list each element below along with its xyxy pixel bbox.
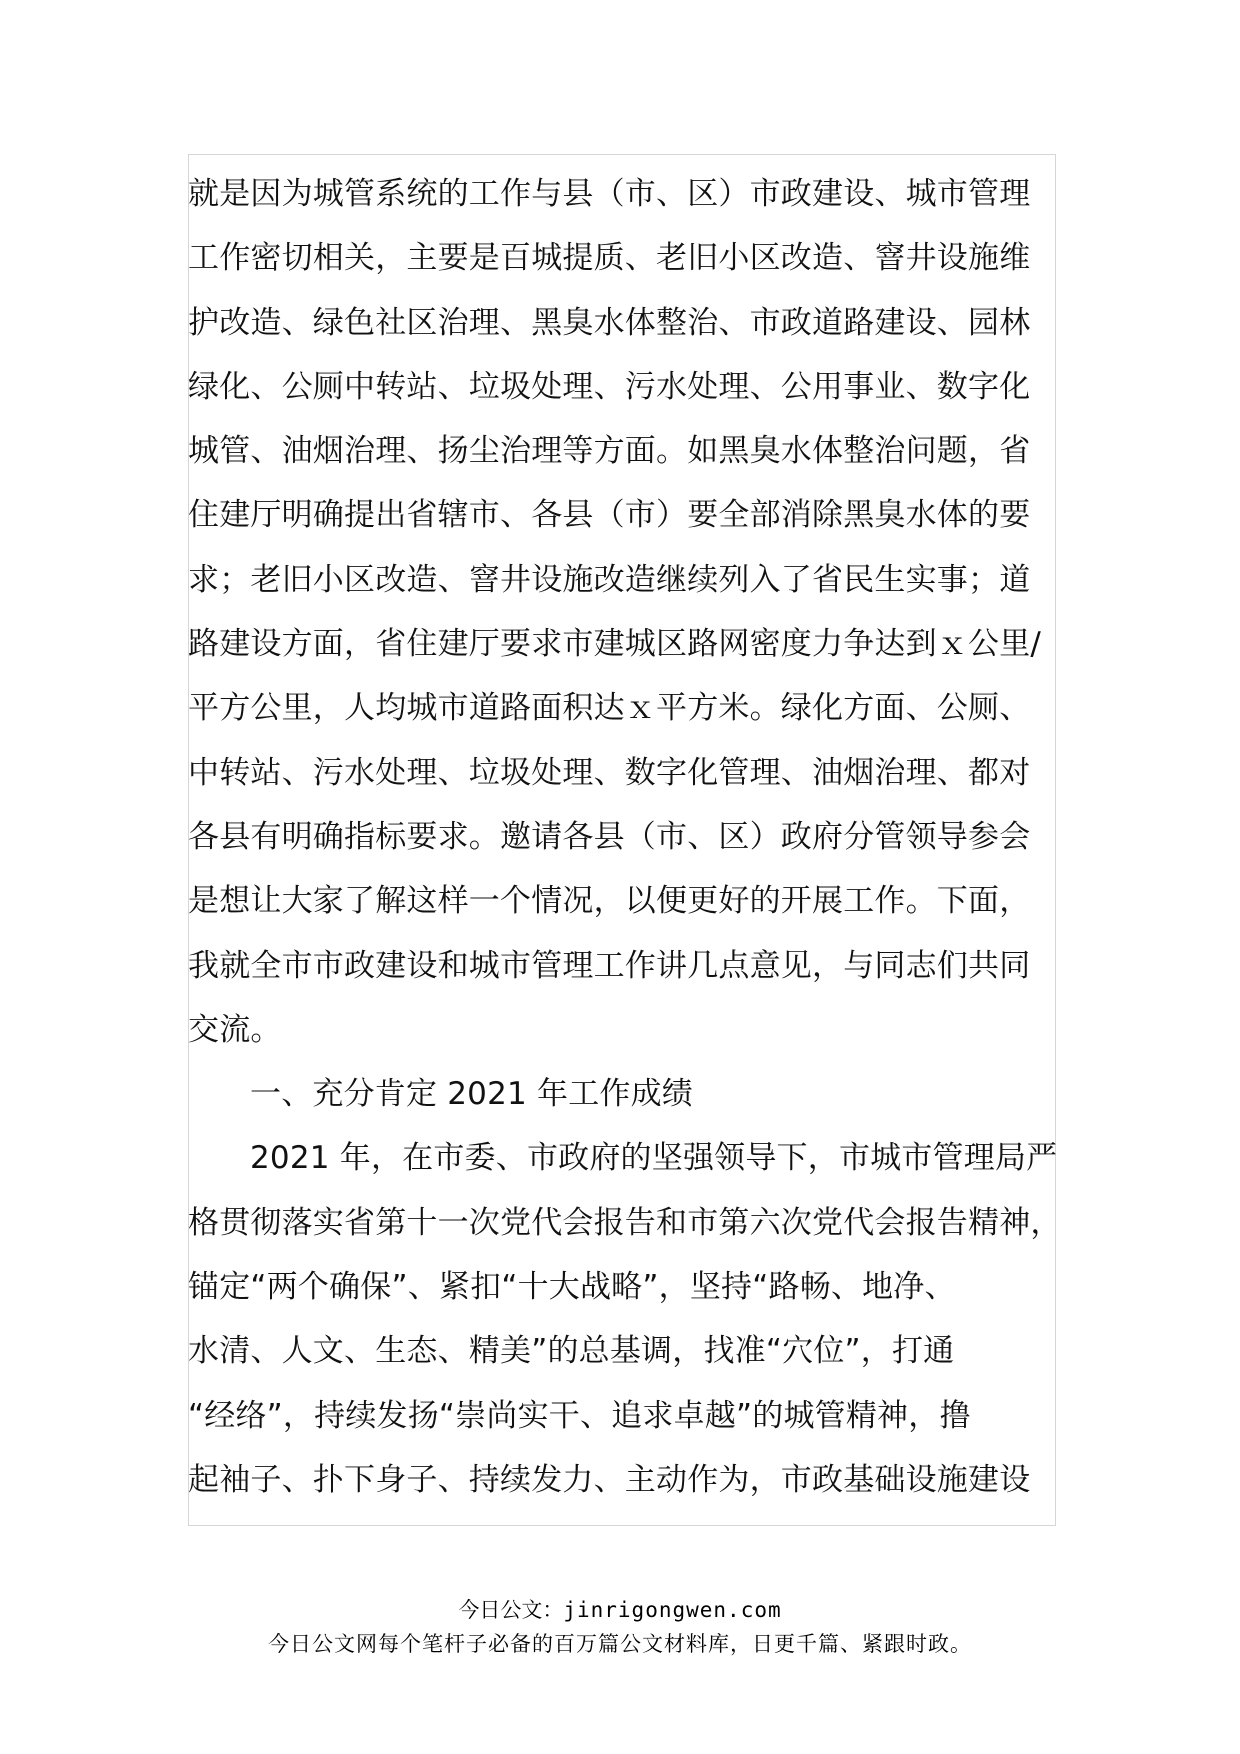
text-line: 城管、油烟治理、扬尘治理等方面。如黑臭水体整治问题，省 xyxy=(188,433,1031,470)
text-line: 路建设方面，省住建厅要求市建城区路网密度力争达到ｘ公里/ xyxy=(188,626,1042,663)
text-line: 2021 年，在市委、市政府的坚强领导下，市城市管理局严 xyxy=(250,1140,1058,1177)
text-line: 绿化、公厕中转站、垃圾处理、污水处理、公用事业、数字化 xyxy=(188,368,1031,405)
text-line: 住建厅明确提出省辖市、各县（市）要全部消除黑臭水体的要 xyxy=(188,497,1031,534)
text-line: 起袖子、扑下身子、持续发力、主动作为，市政基础设施建设 xyxy=(188,1461,1031,1498)
text-line: “经络”，持续发扬“崇尚实干、追求卓越”的城管精神，撸 xyxy=(188,1397,971,1434)
footer-site xyxy=(0,1594,1240,1624)
text-line: 格贯彻落实省第十一次党代会报告和市第六次党代会报告精神， xyxy=(188,1204,1062,1241)
text-line: 工作密切相关，主要是百城提质、老旧小区改造、窨井设施维 xyxy=(188,240,1031,277)
footer-site-url[interactable]: jinrigongwen.com xyxy=(563,1598,782,1622)
footer-slogan: 今日公文网每个笔杆子必备的百万篇公文材料库，日更千篇、紧跟时政。 xyxy=(268,1632,972,1656)
text-line: 是想让大家了解这样一个情况，以便更好的开展工作。下面， xyxy=(188,883,1031,920)
text-line: 护改造、绿色社区治理、黑臭水体整治、市政道路建设、园林 xyxy=(188,304,1031,341)
text-line: 我就全市市政建设和城市管理工作讲几点意见，与同志们共同 xyxy=(188,947,1031,984)
text-line: 就是因为城管系统的工作与县（市、区）市政建设、城市管理 xyxy=(188,176,1031,212)
document-body xyxy=(188,162,1062,1512)
text-line: 水清、人文、生态、精美”的总基调，找准“穴位”，打通 xyxy=(188,1333,955,1370)
text-line: 平方公里，人均城市道路面积达ｘ平方米。绿化方面、公厕、 xyxy=(188,690,1031,727)
section-heading: 一、充分肯定 2021 年工作成绩 xyxy=(250,1076,693,1113)
text-line: 求；老旧小区改造、窨井设施改造继续列入了省民生实事；道 xyxy=(188,561,1031,598)
text-line: 中转站、污水处理、垃圾处理、数字化管理、油烟治理、都对 xyxy=(188,754,1031,791)
text-line: 各县有明确指标要求。邀请各县（市、区）政府分管领导参会 xyxy=(188,818,1031,855)
text-line: 交流。 xyxy=(188,1011,282,1048)
footer-site-label: 今日公文： xyxy=(458,1598,564,1622)
text-line: 锚定“两个确保”、紧扣“十大战略”，坚持“路畅、地净、 xyxy=(188,1269,956,1306)
